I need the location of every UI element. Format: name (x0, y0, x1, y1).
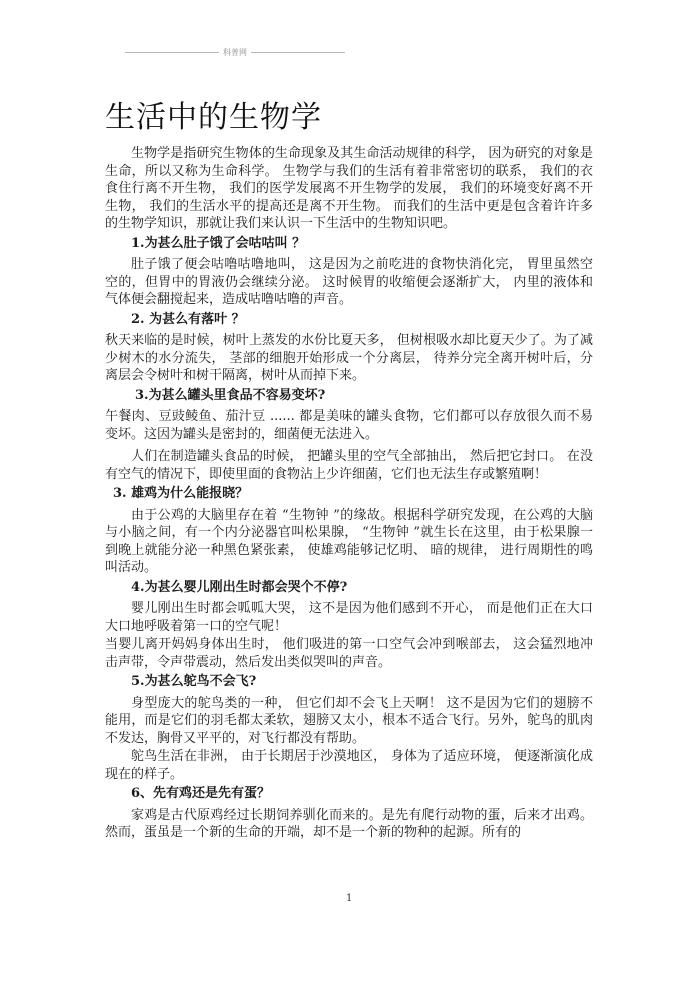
question-1: 1.为甚么肚子饿了会咕咕叫 ？ (131, 235, 306, 251)
answer-paragraph: 由于公鸡的大脑里存在着 “生物钟 ”的缘故。根据科学研究发现，在公鸡的大脑与小脑之间，有一个内分泌器官叫松果腺， “生物钟 ”就生长在这里，由于松果腺一到晚上就能分泌一种黑色紧张素， 使雄鸡能够记忆明、 暗的规律， 进行周期性的鸣叫活动。 (105, 507, 593, 575)
header-text: 科普网 (223, 47, 247, 57)
header-rule-left (125, 52, 219, 53)
answer-paragraph: 家鸡是古代原鸡经过长期饲养驯化而来的。是先有爬行动物的蛋，后来才出鸡。然而，蛋虽是一个新的生命的开端，却不是一个新的物种的起源。所有的 (105, 807, 593, 840)
intro-paragraph: 生物学是指研究生物体的生命现象及其生命活动规律的科学， 因为研究的对象是生命，所以又称为生命科学。 生物学与我们的生活有着非常密切的联系， 我们的衣食住行离不开生物， 我们的医学发展离不开生物学的发展， 我们的环境变好离不开生物， 我们的生活水平的提高还是离不开生物。 而我们的生活中更是包含着许许多的生物学知识，那就让我们来认识一下生活中的生物知识吧。 (105, 146, 593, 231)
header-rule-right (251, 52, 345, 53)
question-5: 4.为甚么婴儿刚出生时都会哭个不停? (131, 579, 348, 595)
answer-paragraph: 午餐肉、豆豉鲮鱼、茄汁豆 ...... 都是美味的罐头食物，它们都可以存放很久而不易变坏。这因为罐头是密封的，细菌便无法进入。 (105, 409, 593, 442)
question-7: 6、先有鸡还是先有蛋？ (131, 786, 271, 801)
answer-paragraph: 鸵鸟生活在非洲， 由于长期居于沙漠地区， 身体为了适应环境， 便逐渐演化成现在的样子。 (105, 749, 593, 782)
answer-paragraph: 婴儿刚出生时都会呱呱大哭， 这不是因为他们感到不开心， 而是他们正在大口大口地呼吸着第一口的空气呢！ (105, 601, 593, 634)
article-body (105, 145, 593, 843)
question-3: 3.为甚么罐头里食品不容易变坏? (135, 387, 326, 403)
answer-paragraph: 身型庞大的鸵鸟类的一种， 但它们却不会飞上天啊！ 这不是因为它们的翅膀不能用，而是它们的羽毛都太柔软，翅膀又太小，根本不适合飞行。另外，鸵鸟的肌肉不发达，胸骨又平平的，对飞行都没有帮助。 (105, 695, 593, 746)
question-2: 2. 为甚么有落叶 ？ (131, 311, 245, 327)
page-number: 1 (346, 893, 353, 904)
question-6: 5.为甚么鸵鸟不会飞? (131, 674, 257, 689)
answer-paragraph: 肚子饿了便会咕噜咕噜地叫， 这是因为之前吃进的食物快消化完， 胃里虽然空空的，但胃中的胃液仍会继续分泌。 这时候胃的收缩便会逐渐扩大， 内里的液体和气体便会翻搅起来，造成咕噜咕噜的声音。 (105, 257, 593, 307)
answer-paragraph: 秋天来临的是时候，树叶上蒸发的水份比夏天多， 但树根吸水却比夏天少了。为了减少树木的水分流失， 茎部的细胞开始形成一个分离层， 待养分完全离开树叶后，分离层会令树叶和树干隔离，树叶从而掉下来。 (105, 333, 593, 383)
answer-paragraph: 人们在制造罐头食品的时候， 把罐头里的空气全部抽出， 然后把它封口。 在没有空气的情况下，即使里面的食物沾上少许细菌，它们也无法生存或繁殖啊！ (105, 449, 593, 482)
answer-paragraph: 当婴儿离开妈妈身体出生时， 他们吸进的第一口空气会冲到喉部去， 这会猛烈地冲击声带，令声带震动，然后发出类似哭叫的声音。 (105, 637, 593, 670)
page-title: 生活中的生物学 (105, 100, 322, 135)
page-header (125, 44, 345, 60)
question-4: 3. 雄鸡为什么能报晓？ (113, 486, 249, 501)
